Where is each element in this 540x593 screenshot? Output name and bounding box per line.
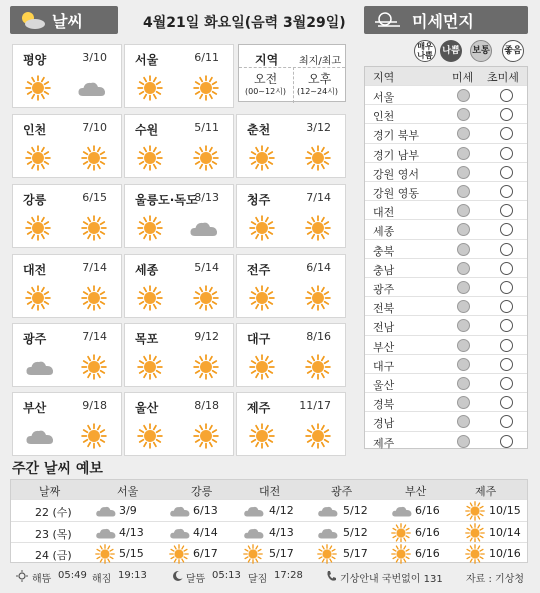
pm10-status-dot <box>457 166 470 179</box>
dust-region: 경남 <box>373 417 395 431</box>
city-card <box>12 44 122 108</box>
sun-icon <box>193 285 219 315</box>
sun-icon <box>193 354 219 384</box>
weekly-temp: 10/16 <box>489 547 521 560</box>
weather-tab-label: 날씨 <box>52 11 83 31</box>
weekly-city-header: 광주 <box>331 485 353 498</box>
dust-row <box>365 104 527 123</box>
pm10-status-dot <box>457 223 470 236</box>
city-temp: 6/11 <box>194 51 219 64</box>
city-card <box>236 323 346 387</box>
cloud-icon <box>317 505 339 521</box>
cloud-icon <box>25 427 55 451</box>
dust-region: 경기 북부 <box>373 129 420 143</box>
weekly-date-header: 날짜 <box>39 485 61 498</box>
pm10-status-dot <box>457 185 470 198</box>
dust-tab-label: 미세먼지 <box>412 11 474 31</box>
city-card <box>12 184 122 248</box>
moonset-time: 17:28 <box>274 570 303 581</box>
dust-region: 충북 <box>373 244 395 258</box>
pm25-status-dot <box>500 281 513 294</box>
dust-header <box>364 6 528 34</box>
weekly-city-header: 제주 <box>475 485 497 498</box>
city-temp: 9/18 <box>82 399 107 412</box>
badge-very-bad: 매우나쁨 <box>414 40 436 62</box>
sun-icon <box>193 145 219 175</box>
dust-row <box>365 85 527 104</box>
sun-icon <box>305 215 331 245</box>
pm10-status-dot <box>457 415 470 428</box>
city-card <box>124 44 234 108</box>
sun-icon <box>137 423 163 453</box>
legend-am-sub: (00~12시) <box>245 87 287 96</box>
weekly-row <box>11 499 527 521</box>
weather-legend <box>238 44 346 102</box>
dust-row <box>365 258 527 277</box>
cloud-icon <box>169 505 191 521</box>
pm25-status-dot <box>500 300 513 313</box>
dust-region: 전남 <box>373 321 395 335</box>
weekly-row <box>11 521 527 543</box>
sun-icon <box>169 544 189 567</box>
city-name: 전주 <box>247 263 271 277</box>
city-temp: 9/12 <box>194 330 219 343</box>
dust-row <box>365 181 527 200</box>
sunset-label: 해짐 <box>92 574 112 585</box>
dust-row <box>365 431 527 450</box>
dust-col-region: 지역 <box>373 71 395 84</box>
city-temp: 6/15 <box>82 191 107 204</box>
sunrise-label: 해뜸 <box>32 574 52 585</box>
weekly-temp: 3/9 <box>119 504 137 517</box>
weekly-temp: 5/12 <box>343 504 368 517</box>
pm25-status-dot <box>500 204 513 217</box>
sun-icon <box>81 354 107 384</box>
cloud-icon <box>243 527 265 543</box>
pm10-status-dot <box>457 243 470 256</box>
dust-col-pm25: 초미세 <box>487 71 519 84</box>
dust-region: 대구 <box>373 359 395 373</box>
city-card <box>124 184 234 248</box>
city-temp: 8/16 <box>306 330 331 343</box>
sun-icon <box>391 544 411 567</box>
sun-icon <box>249 423 275 453</box>
moonrise-label: 달뜸 <box>186 574 206 585</box>
dust-row <box>365 354 527 373</box>
dust-row <box>365 143 527 162</box>
moonset-label: 달짐 <box>248 574 268 585</box>
city-name: 인천 <box>23 123 47 137</box>
footer <box>0 568 540 588</box>
pm10-status-dot <box>457 89 470 102</box>
dust-row <box>365 335 527 354</box>
city-card <box>124 392 234 456</box>
sun-icon <box>25 285 51 315</box>
weekly-temp: 5/17 <box>269 547 294 560</box>
cloud-icon <box>95 505 117 521</box>
dust-table-header <box>365 67 527 85</box>
dust-region: 광주 <box>373 283 395 296</box>
dust-row <box>365 392 527 411</box>
weekly-city-header: 대전 <box>259 485 281 498</box>
city-name: 부산 <box>23 401 47 415</box>
pm25-status-dot <box>500 243 513 256</box>
pm25-status-dot <box>500 166 513 179</box>
sun-icon <box>193 423 219 453</box>
city-card <box>12 392 122 456</box>
weekly-temp: 6/16 <box>415 547 440 560</box>
cloud-icon <box>25 358 55 382</box>
dust-region: 경북 <box>373 398 395 412</box>
pm25-status-dot <box>500 223 513 236</box>
legend-pm-sub: (12~24시) <box>297 87 339 96</box>
sun-icon <box>25 75 51 105</box>
dust-region: 세종 <box>373 225 395 239</box>
city-name: 세종 <box>135 263 159 277</box>
dust-row <box>365 315 527 334</box>
sun-icon <box>81 423 107 453</box>
sun-icon <box>81 285 107 315</box>
weekly-temp: 6/17 <box>193 547 218 560</box>
fog-icon <box>372 10 402 30</box>
city-temp: 3/12 <box>306 121 331 134</box>
dust-row <box>365 277 527 296</box>
weekly-temp: 5/12 <box>343 525 368 539</box>
weekly-temp: 5/17 <box>343 547 368 560</box>
pm10-status-dot <box>457 358 470 371</box>
weekly-temp: 4/13 <box>269 525 294 539</box>
badge-good: 좋음 <box>502 40 524 62</box>
dust-region: 제주 <box>373 436 395 450</box>
city-card <box>124 114 234 178</box>
cloud-icon <box>169 527 191 543</box>
city-name: 강릉 <box>23 193 47 207</box>
city-temp: 5/11 <box>194 121 219 134</box>
pm10-status-dot <box>457 281 470 294</box>
dust-region: 경기 남부 <box>373 148 420 162</box>
dust-region: 부산 <box>373 340 395 354</box>
city-temp: 11/17 <box>299 399 331 412</box>
city-name: 목포 <box>135 332 159 346</box>
dust-region: 울산 <box>373 379 395 392</box>
city-name: 제주 <box>247 401 271 415</box>
sun-icon <box>243 544 263 567</box>
cloud-icon <box>391 505 413 521</box>
city-card <box>124 254 234 318</box>
sun-icon <box>465 544 485 567</box>
city-name: 대전 <box>23 263 47 277</box>
cloud-icon <box>317 527 339 543</box>
weekly-title: 주간 날씨 예보 <box>12 461 103 477</box>
pm10-status-dot <box>457 262 470 275</box>
sun-icon <box>25 215 51 245</box>
city-temp: 8/13 <box>194 191 219 204</box>
dust-region: 강원 영서 <box>373 167 420 181</box>
sun-icon <box>193 75 219 105</box>
city-name: 청주 <box>247 193 271 207</box>
sun-icon <box>305 285 331 315</box>
pm25-status-dot <box>500 396 513 409</box>
phone-icon <box>326 570 336 585</box>
pm25-status-dot <box>500 435 513 448</box>
weekly-date: 23 (목) <box>35 527 72 541</box>
dust-region: 전북 <box>373 302 395 316</box>
pm10-status-dot <box>457 300 470 313</box>
pm25-status-dot <box>500 89 513 102</box>
sun-icon <box>137 75 163 105</box>
pm10-status-dot <box>457 396 470 409</box>
weekly-temp: 10/15 <box>489 504 521 517</box>
pm10-status-dot <box>457 377 470 390</box>
sun-icon <box>81 215 107 245</box>
badge-bad: 나쁨 <box>440 40 462 62</box>
moon-icon <box>172 570 184 585</box>
date-title: 4월21일 화요일(음력 3월29일) <box>143 15 346 31</box>
city-card <box>124 323 234 387</box>
phone-info: 기상안내 국번없이 131 <box>340 574 443 585</box>
pm25-status-dot <box>500 185 513 198</box>
pm10-status-dot <box>457 435 470 448</box>
pm25-status-dot <box>500 147 513 160</box>
city-name: 대구 <box>247 332 271 346</box>
city-name: 춘천 <box>247 123 271 137</box>
dust-row <box>365 162 527 181</box>
weekly-temp: 10/14 <box>489 525 521 539</box>
dust-row <box>365 239 527 258</box>
weekly-city-header: 부산 <box>405 485 427 498</box>
pm10-status-dot <box>457 147 470 160</box>
legend-minmax: 최지/최고 <box>299 56 342 67</box>
pm10-status-dot <box>457 319 470 332</box>
sun-icon <box>249 215 275 245</box>
weekly-table <box>10 479 528 563</box>
pm25-status-dot <box>500 319 513 332</box>
dust-row <box>365 373 527 392</box>
pm25-status-dot <box>500 127 513 140</box>
sun-icon <box>305 145 331 175</box>
city-temp: 7/14 <box>82 261 107 274</box>
dust-region: 인천 <box>373 110 395 124</box>
weekly-temp: 6/16 <box>415 525 440 539</box>
pm25-status-dot <box>500 415 513 428</box>
sunrise-icon <box>16 570 28 585</box>
sunrise-time: 05:49 <box>58 570 87 581</box>
dust-region: 서울 <box>373 91 395 104</box>
sun-icon <box>137 215 163 245</box>
sun-icon <box>317 544 337 567</box>
city-name: 울산 <box>135 401 159 415</box>
sun-icon <box>95 544 115 567</box>
sun-icon <box>305 354 331 384</box>
weekly-date: 24 (금) <box>35 549 72 562</box>
city-name: 평양 <box>23 53 47 67</box>
weekly-city-header: 강릉 <box>191 485 213 498</box>
weekly-temp: 4/13 <box>119 525 144 539</box>
dust-table <box>364 66 528 449</box>
city-temp: 7/14 <box>82 330 107 343</box>
weekly-city-header: 서울 <box>117 485 139 498</box>
pm10-status-dot <box>457 127 470 140</box>
sun-icon <box>137 285 163 315</box>
weekly-temp: 4/12 <box>269 504 294 517</box>
pm10-status-dot <box>457 204 470 217</box>
pm25-status-dot <box>500 377 513 390</box>
city-card <box>12 254 122 318</box>
sun-icon <box>249 145 275 175</box>
dust-row <box>365 200 527 219</box>
dust-row <box>365 123 527 142</box>
sun-icon <box>81 145 107 175</box>
badge-normal: 보통 <box>470 40 492 62</box>
dust-region: 충남 <box>373 263 395 277</box>
pm25-status-dot <box>500 339 513 352</box>
weekly-row <box>11 542 527 564</box>
weekly-temp: 4/14 <box>193 525 218 539</box>
dust-row <box>365 296 527 315</box>
dust-region: 강원 영동 <box>373 187 420 200</box>
city-card <box>12 323 122 387</box>
city-card <box>236 254 346 318</box>
city-card <box>12 114 122 178</box>
weekly-date: 22 (수) <box>35 506 72 519</box>
cloud-icon <box>77 79 107 103</box>
sun-icon <box>137 145 163 175</box>
sun-icon <box>305 423 331 453</box>
city-name: 수원 <box>135 123 159 137</box>
pm25-status-dot <box>500 262 513 275</box>
moonrise-time: 05:13 <box>212 570 241 581</box>
dust-row <box>365 219 527 238</box>
weekly-temp: 6/16 <box>415 504 440 517</box>
source-label: 자료 : 기상청 <box>466 574 525 585</box>
legend-region: 지역 <box>255 53 279 67</box>
weekly-temp: 6/13 <box>193 504 218 517</box>
weekly-temp: 5/15 <box>119 547 144 560</box>
pm25-status-dot <box>500 358 513 371</box>
legend-am: 오전 <box>254 72 278 86</box>
pm10-status-dot <box>457 108 470 121</box>
sun-icon <box>137 354 163 384</box>
dust-region: 대전 <box>373 206 395 220</box>
dust-col-pm10: 미세 <box>452 71 474 84</box>
city-card <box>236 184 346 248</box>
city-temp: 7/10 <box>82 121 107 134</box>
cloud-icon <box>189 219 219 243</box>
sun-icon <box>249 354 275 384</box>
sun-cloud-icon <box>18 9 46 31</box>
sunset-time: 19:13 <box>118 570 147 581</box>
city-temp: 5/14 <box>194 261 219 274</box>
legend-pm: 오후 <box>308 72 332 86</box>
sun-icon <box>25 145 51 175</box>
weather-header <box>10 6 118 34</box>
city-name: 광주 <box>23 332 47 346</box>
city-temp: 7/14 <box>306 191 331 204</box>
city-temp: 3/10 <box>82 51 107 64</box>
cloud-icon <box>243 505 265 521</box>
city-name: 서울 <box>135 53 159 67</box>
city-temp: 6/14 <box>306 261 331 274</box>
city-card <box>236 392 346 456</box>
sun-icon <box>249 285 275 315</box>
pm25-status-dot <box>500 108 513 121</box>
weekly-header <box>11 480 527 499</box>
city-card <box>236 114 346 178</box>
dust-row <box>365 411 527 430</box>
pm10-status-dot <box>457 339 470 352</box>
cloud-icon <box>95 527 117 543</box>
city-temp: 8/18 <box>194 399 219 412</box>
city-name: 울릉도·독도 <box>135 193 198 207</box>
